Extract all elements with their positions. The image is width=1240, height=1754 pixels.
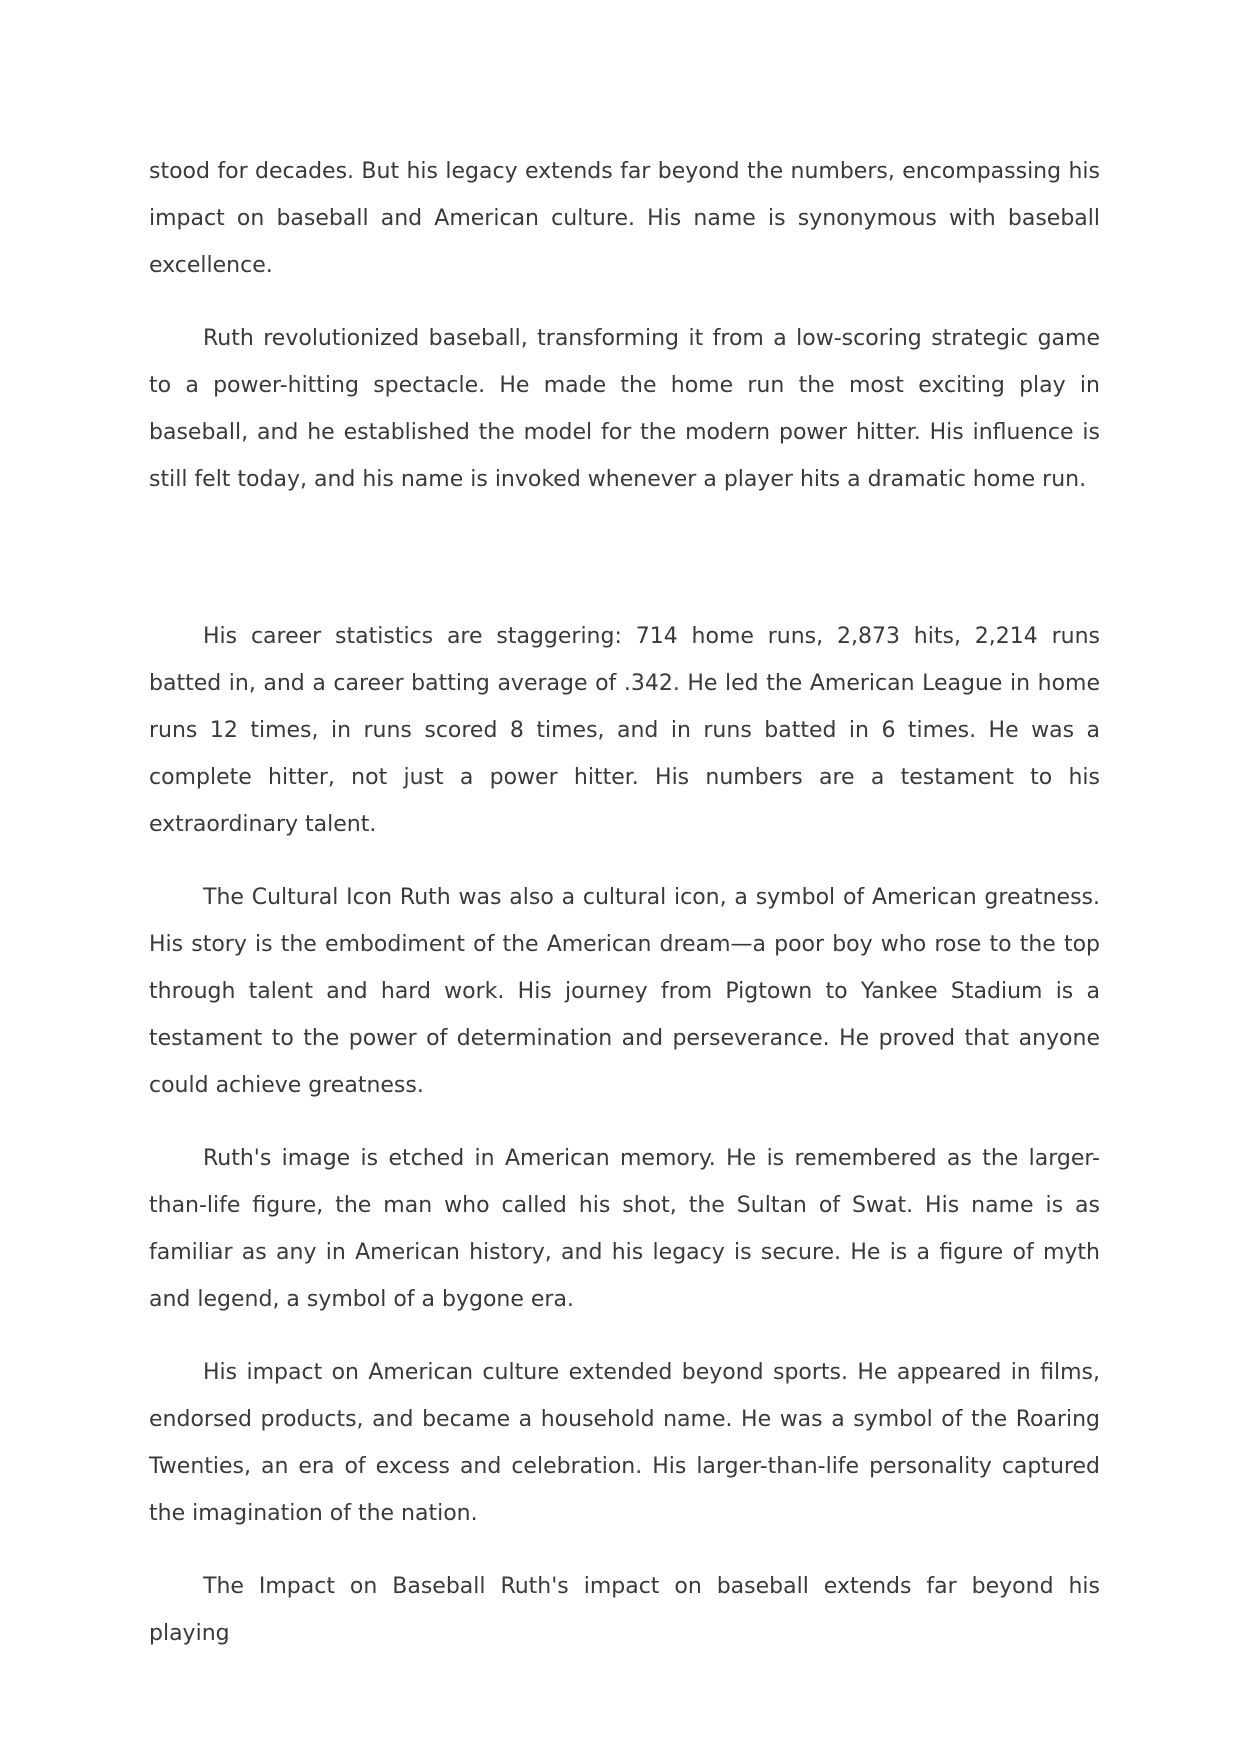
paragraph-legacy-continued: stood for decades. But his legacy extends far beyond the numbers, encompassing his impact on baseball and American culture. His name is synonymous with baseball excellence.: [149, 159, 1100, 278]
paragraph-impact-on-baseball: The Impact on Baseball Ruth's impact on baseball extends far beyond his playing: [149, 1574, 1100, 1646]
paragraph-revolutionized-baseball: Ruth revolutionized baseball, transforming it from a low-scoring strategic game to a power-hitting spectacle. He made the home run the most exciting play in baseball, and he established the model for the modern power hitter. His influence is still felt today, and his name is invoked whenever a player hits a dramatic home run.: [149, 326, 1100, 492]
paragraph-culture-impact: His impact on American culture extended beyond sports. He appeared in films, endorsed products, and became a household name. He was a symbol of the Roaring Twenties, an era of excess and celebration. His larger-than-life personality captured the imagination of the nation.: [149, 1360, 1100, 1526]
paragraph-career-statistics: His career statistics are staggering: 714 home runs, 2,873 hits, 2,214 runs batted in, and a career batting average of .342. He led the American League in home runs 12 times, in runs scored 8 times, and in runs batted in 6 times. He was a complete hitter, not just a power hitter. His numbers are a testament to his extraordinary talent.: [149, 624, 1100, 837]
document-page: [149, 148, 1100, 1683]
paragraph-american-memory: Ruth's image is etched in American memory. He is remembered as the larger-than-life figure, the man who called his shot, the Sultan of Swat. His name is as familiar as any in American history, and his legacy is secure. He is a figure of myth and legend, a symbol of a bygone era.: [149, 1146, 1100, 1312]
paragraph-cultural-icon: The Cultural Icon Ruth was also a cultural icon, a symbol of American greatness. His story is the embodiment of the American dream—a poor boy who rose to the top through talent and hard work. His journey from Pigtown to Yankee Stadium is a testament to the power of determination and perseverance. He proved that anyone could achieve greatness.: [149, 885, 1100, 1098]
